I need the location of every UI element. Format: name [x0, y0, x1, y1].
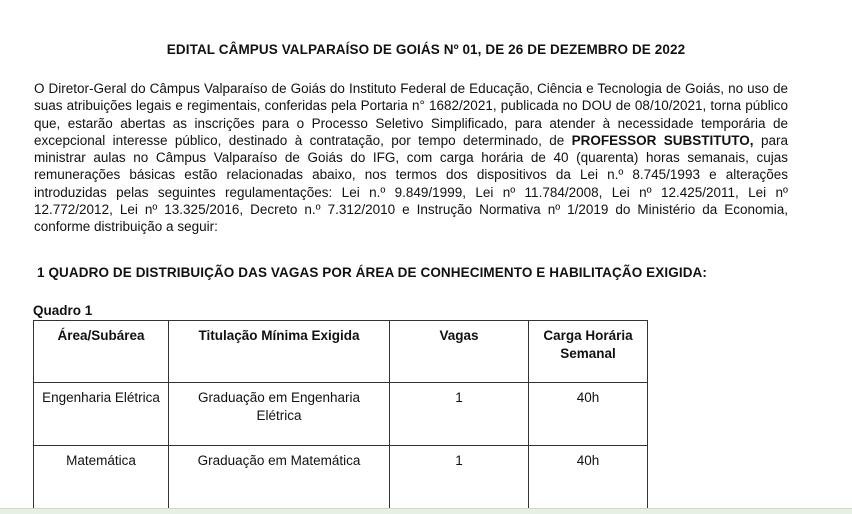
intro-paragraph: [34, 80, 788, 236]
cell-vagas: 1: [390, 446, 529, 509]
header-area: Área/Subárea: [34, 321, 169, 383]
cell-carga: 40h: [529, 383, 648, 446]
cell-vagas: 1: [390, 383, 529, 446]
cell-titulacao: Graduação em Engenharia Elétrica: [169, 383, 390, 446]
viewer-bottom-bar: [0, 508, 852, 514]
cell-carga: 40h: [529, 446, 648, 509]
header-titulacao: Titulação Mínima Exigida: [169, 321, 390, 383]
section-heading: 1 QUADRO DE DISTRIBUIÇÃO DAS VAGAS POR ÁREA DE CONHECIMENTO E HABILITAÇÃO EXIGIDA:: [37, 265, 707, 280]
cell-titulacao: Graduação em Matemática: [169, 446, 390, 509]
cell-area: Engenharia Elétrica: [34, 383, 169, 446]
table-row: [34, 383, 648, 446]
document-title: EDITAL CÂMPUS VALPARAÍSO DE GOIÁS Nº 01, DE 26 DE DEZEMBRO DE 2022: [166, 42, 686, 57]
vacancy-table: [33, 320, 648, 509]
cell-area: Matemática: [34, 446, 169, 509]
table-caption: Quadro 1: [33, 303, 93, 318]
header-carga: Carga Horária Semanal: [529, 321, 648, 383]
header-vagas: Vagas: [390, 321, 529, 383]
intro-text-end: para ministrar aulas no Câmpus Valparaíso de Goiás do IFG, com carga horária de 40 (quarenta) horas semanais, cujas remunerações básicas estão relacionadas abaixo, nos termos dos dispositivos da Lei n.º 8.745/1993 e alterações introduzidas pelas seguintes regulamentações: Lei n.º 9.849/1999, Lei nº 11.784/2008, Lei nº 12.425/2011, Lei nº 12.772/2012, Lei nº 13.325/2016, Decreto n.º 7.312/2010 e Instrução Normativa nº 1/2019 do Ministério da Economia, conforme distribuição a seguir:: [34, 132, 788, 235]
table-row: [34, 446, 648, 509]
intro-text-bold: PROFESSOR SUBSTITUTO,: [571, 132, 754, 148]
table-header-row: [34, 321, 648, 383]
intro-text-start: O Diretor-Geral do Câmpus Valparaíso de Goiás do Instituto Federal de Educação, Ciência e Tecnologia de Goiás, no uso de suas atribuições legais e regimentais, conferidas pela Portaria n° 1682/2021, publicada no DOU de 08/10/2021, torna público que, estarão abertas as inscrições para o Processo Seletivo Simplificado, para atender à necessidade temporária de excepcional interesse público, destinado à contratação, por tempo determinado, de: [34, 81, 788, 148]
